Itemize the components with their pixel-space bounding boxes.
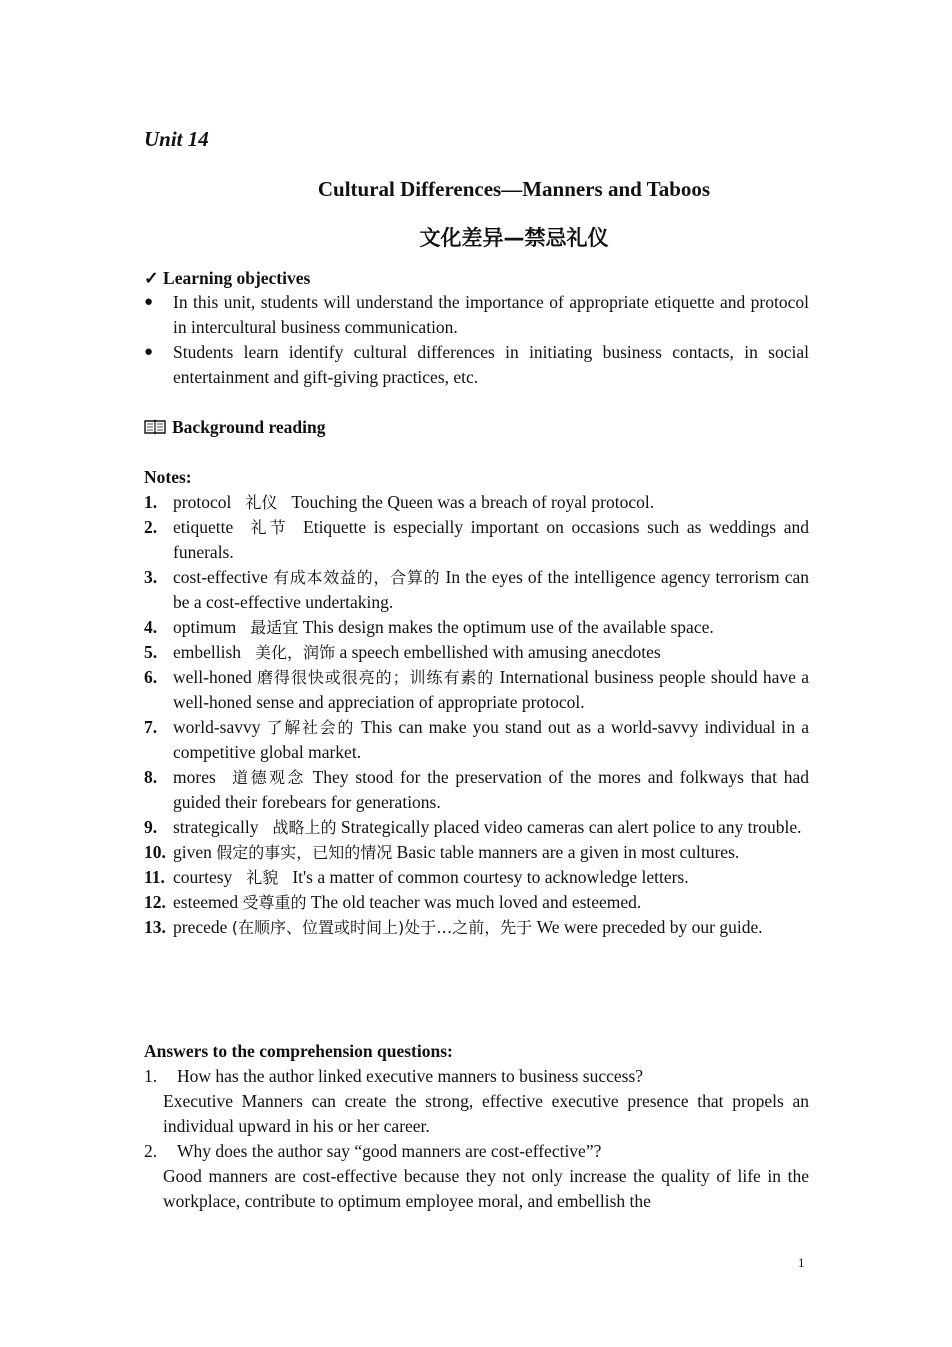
check-icon: ✓	[144, 268, 159, 288]
note-item: 1. protocol 礼仪 Touching the Queen was a breach of royal protocol.	[144, 492, 655, 512]
answers-list	[144, 1064, 809, 1214]
objective-item: ● In this unit, students will understand the importance of appropriate etiquette and protocol in intercultural business communication.	[144, 292, 809, 337]
note-item: 11. courtesy 礼貌 It's a matter of common courtesy to acknowledge letters.	[144, 867, 689, 887]
answer-text: Executive Manners can create the strong, effective executive presence that propels an individual upward in his or her career.	[163, 1091, 809, 1136]
question-text: 2. Why does the author say “good manners are cost-effective”?	[144, 1141, 602, 1161]
note-item: 7. world-savvy 了解社会的 This can make you stand out as a world-savvy individual in a competitive global market.	[144, 717, 809, 762]
notes-list	[144, 490, 809, 940]
question-text: 1. How has the author linked executive manners to business success?	[144, 1066, 644, 1086]
note-item: 5. embellish 美化，润饰 a speech embellished with amusing anecdotes	[144, 642, 661, 662]
answer-item	[144, 1139, 809, 1214]
note-item: 10. given 假定的事实，已知的情况 Basic table manners are a given in most cultures.	[144, 842, 740, 862]
title-chinese: 文化差异—禁忌礼仪	[419, 226, 609, 250]
objectives-list	[144, 290, 809, 390]
bullet-icon: ●	[144, 344, 154, 360]
note-item: 4. optimum 最适宜 This design makes the optimum use of the available space.	[144, 617, 714, 637]
title-english: Cultural Differences—Manners and Taboos	[317, 177, 711, 201]
note-item: 13. precede (在顺序、位置或时间上)处于…之前，先于 We were preceded by our guide.	[144, 917, 763, 937]
note-item: 3. cost-effective 有成本效益的，合算的 In the eyes of the intelligence agency terrorism can be a cost-effective undertaking.	[144, 567, 810, 612]
notes-heading: Notes:	[144, 467, 192, 487]
note-item: 8. mores 道德观念 They stood for the preservation of the mores and folkways that had guided their forebears for generations.	[144, 767, 809, 812]
page-number: 1	[798, 1255, 805, 1270]
objectives-heading	[144, 266, 809, 291]
note-item: 2. etiquette 礼节 Etiquette is especially important on occasions such as weddings and funerals.	[144, 517, 809, 562]
note-item: 12. esteemed 受尊重的 The old teacher was much loved and esteemed.	[144, 892, 642, 912]
bullet-icon: ●	[144, 294, 154, 310]
answer-text: Good manners are cost-effective because they not only increase the quality of life in the workplace, contribute to optimum employee moral, and embellish the	[163, 1166, 809, 1211]
unit-label: Unit 14	[144, 127, 209, 151]
background-heading	[144, 415, 809, 440]
objective-item: ● Students learn identify cultural differences in initiating business contacts, in social entertainment and gift-giving practices, etc.	[144, 342, 809, 387]
book-icon	[144, 419, 166, 435]
objectives-heading-text: Learning objectives	[163, 268, 311, 288]
note-item: 6. well-honed 磨得很快或很亮的；训练有素的 International business people should have a well-honed sense and appreciation of appropriate protocol.	[144, 667, 810, 712]
answer-item	[144, 1064, 809, 1139]
background-heading-text: Background reading	[172, 417, 326, 437]
answers-heading: Answers to the comprehension questions:	[144, 1041, 453, 1061]
note-item: 9. strategically 战略上的 Strategically placed video cameras can alert police to any trouble.	[144, 817, 802, 837]
